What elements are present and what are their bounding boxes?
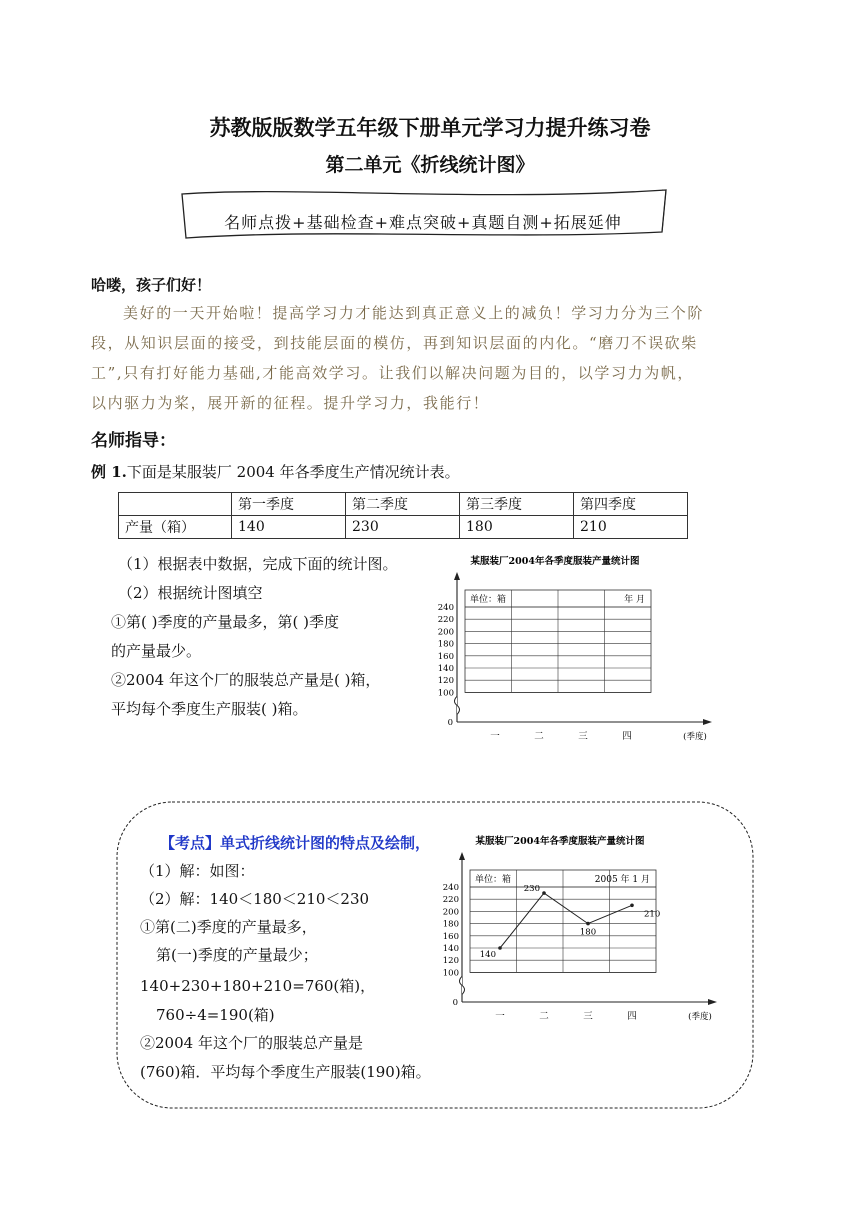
y-tick-label: 120 (437, 676, 454, 687)
answer-line: ①第(二)季度的产量最多， (140, 918, 317, 936)
answer-line: （2）解：140＜180＜210＜230 (140, 890, 370, 908)
data-label: 210 (644, 909, 661, 920)
table-cell: 230 (346, 516, 460, 539)
intro-line: 美好的一天开始啦！提高学习力才能达到真正意义上的减负！学习力分为三个阶 (123, 304, 705, 322)
x-axis-label: (季度) (683, 732, 707, 742)
question-line: 的产量最少。 (111, 642, 202, 660)
answer-line: 第(一)季度的产量最少； (156, 946, 318, 964)
axis-break (455, 696, 460, 714)
x-tick-label: 一 (490, 731, 500, 742)
y-tick-label: 240 (442, 883, 459, 893)
greeting: 哈喽，孩子们好！ (91, 276, 212, 294)
y-tick-label: 220 (442, 895, 459, 906)
y-axis-arrow (459, 852, 465, 860)
y-tick-label: 0 (452, 998, 458, 1008)
table-cell: 140 (232, 516, 346, 539)
intro-paragraph (91, 298, 771, 418)
data-label: 140 (479, 950, 496, 960)
x-tick-label: 三 (578, 731, 588, 742)
intro-line: 以内驱力为桨，展开新的征程。提升学习力，我能行！ (91, 394, 490, 412)
page-subtitle: 第二单元《折线统计图》 (325, 154, 535, 176)
question-line: 平均每个季度生产服装( )箱。 (111, 700, 308, 718)
x-tick-label: 三 (583, 1011, 593, 1022)
unit-label: 单位：箱 (475, 875, 512, 885)
intro-line: 工”,只有打好能力基础,才能高效学习。让我们以解决问题为目的，以学习力为帆， (91, 364, 695, 382)
y-axis-arrow (454, 572, 460, 580)
answer-line: ②2004 年这个厂的服装总产量是 (140, 1034, 363, 1052)
x-axis-arrow (708, 999, 717, 1005)
table-cell: 第二季度 (346, 493, 460, 516)
example-text: 下面是某服装厂 2004 年各季度生产情况统计表。 (126, 463, 460, 481)
data-label: 230 (523, 884, 540, 895)
x-tick-label: 四 (627, 1011, 637, 1022)
x-axis-label: (季度) (688, 1012, 712, 1022)
table-row-label: 产量（箱） (119, 516, 232, 539)
y-tick-label: 0 (447, 718, 453, 728)
data-point (630, 904, 634, 908)
unit-label: 单位：箱 (470, 595, 507, 605)
intro-line: 段，从知识层面的接受，到技能层面的模仿，再到知识层面的内化。“磨刀不误砍柴 (91, 334, 698, 352)
page-title: 苏教版版数学五年级下册单元学习力提升练习卷 (209, 116, 651, 140)
table-cell: 180 (460, 516, 574, 539)
chart-title: 某服装厂2004年各季度服装产量统计图 (475, 836, 645, 847)
x-axis-arrow (703, 719, 712, 725)
table-header-row (119, 493, 688, 516)
y-tick-label: 200 (437, 627, 454, 638)
example-prompt (91, 461, 460, 482)
y-tick-label: 100 (437, 688, 454, 699)
table-cell: 第三季度 (460, 493, 574, 516)
blank-line-chart (425, 550, 725, 750)
answer-line-chart (430, 830, 730, 1030)
table-cell: 210 (574, 516, 688, 539)
y-tick-label: 180 (437, 639, 454, 650)
y-tick-label: 140 (437, 664, 454, 674)
table-cell: 第四季度 (574, 493, 688, 516)
y-tick-label: 240 (437, 603, 454, 613)
date-label: 2005 年 1 月 (594, 875, 650, 885)
data-point (542, 891, 546, 895)
date-label: 年 月 (624, 595, 645, 605)
data-point (498, 946, 502, 950)
question-line: ①第( )季度的产量最多，第( )季度 (111, 613, 339, 631)
question-line: ②2004 年这个厂的服装总产量是( )箱， (111, 671, 381, 689)
production-table (118, 492, 688, 539)
data-label: 180 (579, 927, 597, 938)
question-line: （1）根据表中数据，完成下面的统计图。 (118, 555, 398, 573)
answer-line: (760)箱．平均每个季度生产服装(190)箱。 (140, 1063, 431, 1081)
table-cell (119, 493, 232, 516)
chart-title: 某服装厂2004年各季度服装产量统计图 (470, 556, 640, 567)
y-tick-label: 200 (442, 907, 459, 918)
x-tick-label: 一 (495, 1011, 505, 1022)
table-cell: 第一季度 (232, 493, 346, 516)
x-tick-label: 四 (622, 731, 632, 742)
y-tick-label: 140 (442, 944, 459, 954)
data-point (586, 922, 590, 926)
axis-break (460, 976, 465, 994)
y-tick-label: 120 (442, 956, 459, 967)
example-label: 例 1. (91, 463, 127, 481)
banner-text: 名师点拨+基础检查+难点突破+真题自测+拓展延伸 (224, 213, 622, 232)
y-tick-label: 180 (442, 919, 459, 930)
y-tick-label: 220 (437, 615, 454, 626)
answer-line: 140+230+180+210=760(箱)， (140, 977, 376, 995)
kaodian-label: 【考点】单式折线统计图的特点及绘制， (160, 834, 431, 852)
y-tick-label: 160 (442, 931, 459, 942)
x-tick-label: 二 (539, 1011, 549, 1022)
series-line (500, 893, 632, 948)
x-tick-label: 二 (534, 731, 544, 742)
y-tick-label: 100 (442, 968, 459, 979)
question-line: （2）根据统计图填空 (118, 584, 263, 602)
y-tick-label: 160 (437, 651, 454, 662)
answer-line: 760÷4=190(箱) (156, 1006, 275, 1024)
table-row (119, 516, 688, 539)
guide-heading: 名师指导： (91, 431, 176, 451)
answer-line: （1）解：如图： (140, 862, 255, 880)
